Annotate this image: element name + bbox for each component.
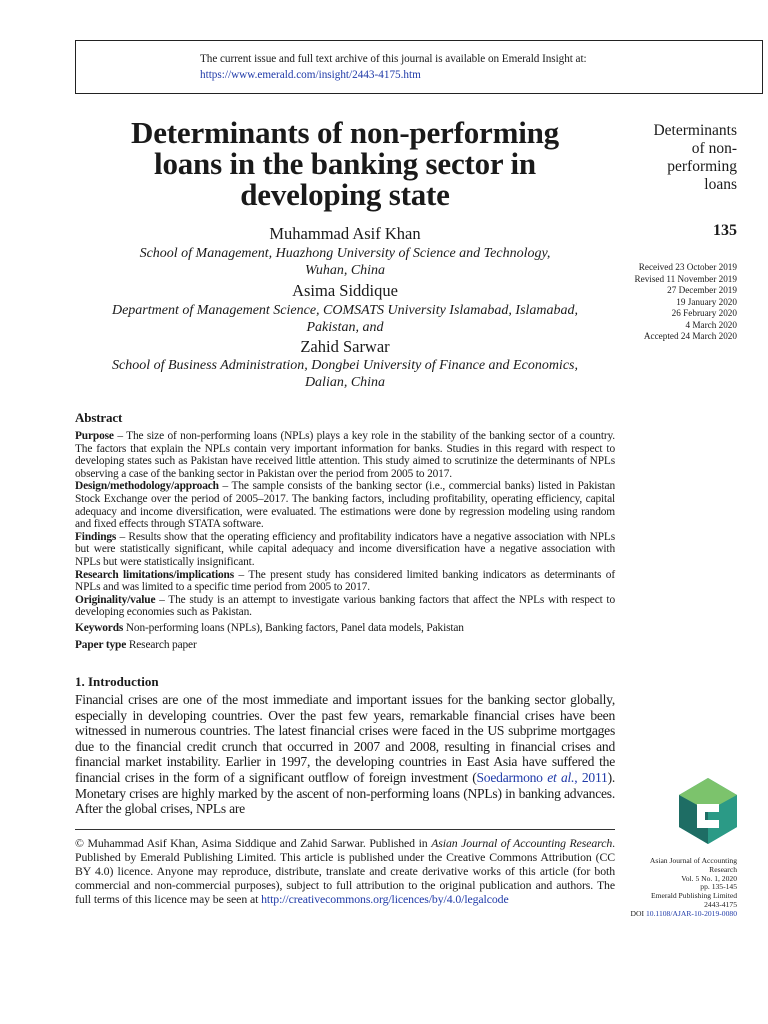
journal-info: Asian Journal of Accounting Research Vol. 5 No. 1, 2020 pp. 135-145 Emerald Publishing Limited 2443-4175 DOI 10.1108/AJAR-10-2019-0080 (630, 856, 737, 918)
doi-link[interactable]: 10.1108/AJAR-10-2019-0080 (645, 908, 737, 918)
citation-link[interactable]: Soedarmono et al., 2011 (476, 769, 608, 785)
title-line: Determinants of non-performing (131, 115, 559, 150)
archive-notice: The current issue and full text archive of this journal is available on Emerald Insight at: (200, 53, 587, 65)
introduction-heading: 1. Introduction (75, 674, 159, 689)
abstract-findings: Findings – Results show that the operating efficiency and profitability indicators have a negative association with NPLs but were statistically significant, while capital adequacy and income diversification have a negative association with NPLs but were statistically insignificant. (75, 530, 615, 568)
abstract-purpose: Purpose – The size of non-performing loans (NPLs) plays a key role in the stability of the banking sector of a country. The factors that explain the NPLs contain very important information for banks. Studies in this regard with respect to developing states such as Pakistan have received little attention. This study aimed to scrutinize the determinants of NPLs observing a case of the banking sector in Pakistan over the period from 2005 to 2017. (75, 430, 615, 480)
author-affiliation: School of Business Administration, Dongbei University of Finance and Economics, Dalian, China (112, 358, 578, 390)
author-name: Muhammad Asif Khan (269, 224, 421, 243)
journal-archive-box (75, 40, 763, 94)
author-affiliation: Department of Management Science, COMSATS University Islamabad, Islamabad, Pakistan, and (111, 303, 579, 335)
title-line: loans in the banking sector in (154, 146, 536, 181)
author-name: Asima Siddique (292, 281, 398, 300)
author-affiliation: School of Management, Huazhong University of Science and Technology, Wuhan, China (139, 246, 551, 278)
keywords: Keywords Non-performing loans (NPLs), Banking factors, Panel data models, Pakistan (75, 621, 464, 634)
submission-dates: Received 23 October 2019 Revised 11 November 2019 27 December 2019 19 January 2020 26 February 2020 4 March 2020 Accepted 24 March 2020 (634, 262, 737, 341)
licence-link[interactable]: http://creativecommons.org/licences/by/4.0/legalcode (261, 892, 509, 906)
abstract-design: Design/methodology/approach – The sample consists of the banking sector (i.e., commercial banks) listed in Pakistan Stock Exchange over the period of 2005–2017. The banking factors, including profitability, operating efficiency, capital adequacy and income diversification, were evaluated. The estimations were done by regression modeling using random and fixed effects through STATA software. (75, 480, 615, 531)
paper-type: Paper type Research paper (75, 638, 197, 651)
archive-link[interactable]: https://www.emerald.com/insight/2443-4175.htm (200, 69, 421, 81)
journal-logo-icon (676, 776, 740, 846)
abstract-heading: Abstract (75, 410, 123, 425)
abstract-originality: Originality/value – The study is an attempt to investigate various banking factors that affect the NPLs with respect to developing economies such as Pakistan. (75, 593, 615, 619)
running-title: Determinants of non- performing loans (653, 122, 737, 193)
author-name: Zahid Sarwar (300, 337, 390, 356)
abstract-section (75, 410, 615, 651)
footnote-divider (75, 829, 615, 830)
introduction-text: Financial crises are one of the most immediate and important issues for the banking sector globally, especially in developing countries. Over the past few years, remarkable financial crises have been witnessed in numerous countries. The latest financial crises were faced in the US subprime mortgages due to the financial credit crunch that occurred in 2007 and 2008, resulting in financial crises and financial market instability. Earlier in 1997, the developing countries in East Asia have suffered the financial crises in the form of a significant outflow of foreign investment (Soedarmono et al., 2011). Monetary crises are highly marked by the ascent of non-performing loans (NPLs) in banking advances. After the global crises, NPLs are (75, 692, 615, 817)
title-line: developing state (240, 177, 450, 212)
copyright-footnote: © Muhammad Asif Khan, Asima Siddique and Zahid Sarwar. Published in Asian Journal of Accounting Research. Published by Emerald Publishing Limited. This article is published under the Creative Commons Attribution (CC BY 4.0) licence. Anyone may reproduce, distribute, translate and create derivative works of this article (for both commercial and non-commercial purposes), subject to full attribution to the original publication and authors. The full terms of this licence may be seen at http://creativecommons.org/licences/by/4.0/legalcode (75, 836, 615, 906)
paper-title (80, 117, 610, 210)
introduction-section (75, 674, 615, 817)
page-number: 135 (713, 222, 737, 239)
abstract-limitations: Research limitations/implications – The present study has considered limited banking indicators as determinants of NPLs and was limited to a specific time period from 2005 to 2017. (75, 568, 615, 594)
